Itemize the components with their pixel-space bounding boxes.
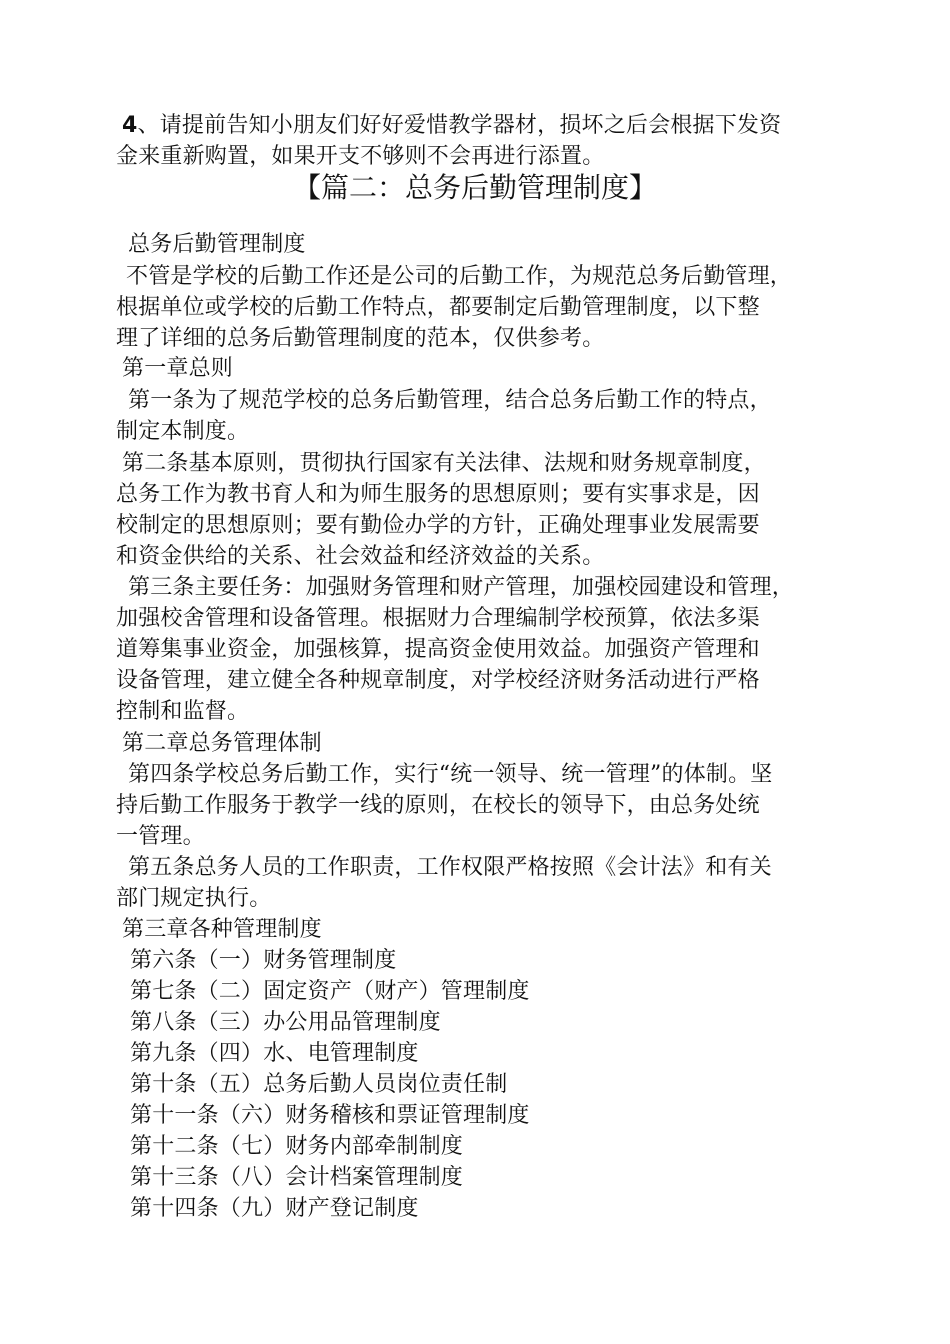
article-line: 控制和监督。: [116, 699, 250, 724]
article-line: 总务工作为教书育人和为师生服务的思想原则；要有实事求是，因: [116, 482, 760, 507]
article-line: 第五条总务人员的工作职责，工作权限严格按照《会计法》和有关: [128, 855, 772, 880]
article-line: 道筹集事业资金，加强核算，提高资金使用效益。加强资产管理和: [116, 637, 760, 662]
article-line: 第二条基本原则，贯彻执行国家有关法律、法规和财务规章制度，: [122, 451, 766, 476]
article-line: 部门规定执行。: [116, 886, 272, 911]
intro-paragraph-line: 理了详细的总务后勤管理制度的范本，仅供参考。: [116, 326, 605, 351]
chapter-heading: 第一章总则: [122, 356, 234, 381]
list-item: 第十三条（八）会计档案管理制度: [130, 1165, 464, 1190]
article-line: 和资金供给的关系、社会效益和经济效益的关系。: [116, 544, 605, 569]
article-line: 加强校舍管理和设备管理。根据财力合理编制学校预算，依法多渠: [116, 606, 760, 631]
list-item: 第十四条（九）财产登记制度: [130, 1196, 419, 1221]
intro-paragraph-line: 根据单位或学校的后勤工作特点，都要制定后勤管理制度，以下整: [116, 295, 760, 320]
article-line: 设备管理，建立健全各种规章制度，对学校经济财务活动进行严格: [116, 668, 760, 693]
intro-line-1-text: 、请提前告知小朋友们好好爱惜教学器材，损坏之后会根据下发资: [137, 113, 782, 138]
intro-paragraph-line: 不管是学校的后勤工作还是公司的后勤工作，为规范总务后勤管理，: [126, 264, 793, 289]
article-line: 第四条学校总务后勤工作，实行“统一领导、统一管理”的体制。坚: [128, 762, 773, 787]
intro-line-1: [122, 111, 781, 141]
list-item: 第六条（一）财务管理制度: [130, 948, 397, 973]
item-number: 4: [122, 113, 138, 138]
chapter-heading: 第三章各种管理制度: [122, 917, 322, 942]
list-item: 第十条（五）总务后勤人员岗位责任制: [130, 1072, 508, 1097]
article-line: 持后勤工作服务于教学一线的原则，在校长的领导下，由总务处统: [116, 793, 760, 818]
document-title: 总务后勤管理制度: [128, 232, 306, 257]
article-line: 一管理。: [116, 824, 205, 849]
list-item: 第十二条（七）财务内部牵制制度: [130, 1134, 464, 1159]
list-item: 第七条（二）固定资产（财产）管理制度: [130, 979, 530, 1004]
chapter-heading: 第二章总务管理体制: [122, 731, 322, 756]
article-line: 第三条主要任务：加强财务管理和财产管理，加强校园建设和管理，: [128, 575, 795, 600]
article-line: 第一条为了规范学校的总务后勤管理，结合总务后勤工作的特点，: [128, 388, 772, 413]
intro-line-2: 金来重新购置，如果开支不够则不会再进行添置。: [116, 144, 605, 169]
article-line: 制定本制度。: [116, 419, 250, 444]
list-item: 第八条（三）办公用品管理制度: [130, 1010, 441, 1035]
article-line: 校制定的思想原则；要有勤俭办学的方针，正确处理事业发展需要: [116, 513, 760, 538]
section-heading: 【篇二：总务后勤管理制度】: [292, 171, 657, 204]
list-item: 第九条（四）水、电管理制度: [130, 1041, 419, 1066]
list-item: 第十一条（六）财务稽核和票证管理制度: [130, 1103, 530, 1128]
